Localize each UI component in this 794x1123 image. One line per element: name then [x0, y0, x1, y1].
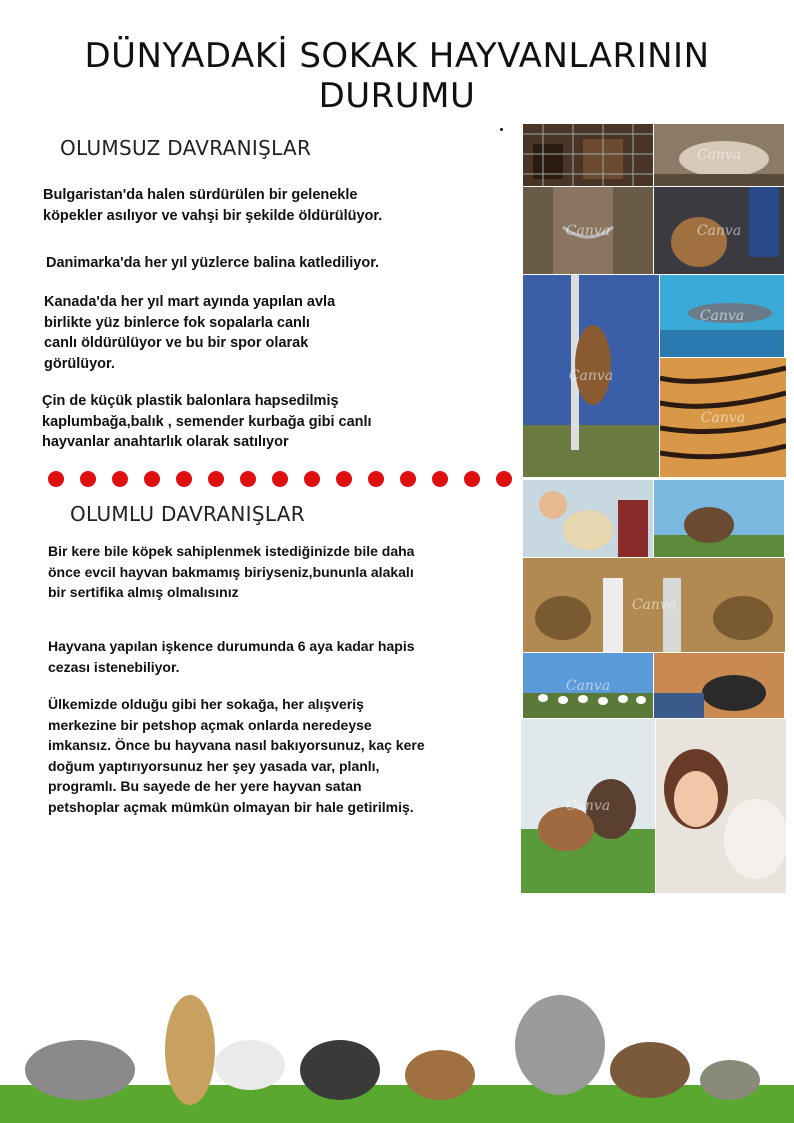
- canva-watermark: Canva: [565, 677, 611, 694]
- negative-paragraph-1: Bulgaristan'da halen sürdürülen bir gelenekle köpekler asılıyor ve vahşi bir şekilde öldürülüyor.: [43, 187, 383, 224]
- photo-donkey: [654, 480, 784, 557]
- positive-paragraph-3: Ülkemizde olduğu gibi her sokağa, her alışveriş merkezine bir petshop açmak onlarda neredeyse imkansız. Önce bu hayvana nasıl bakıyorsunuz, kaç kere doğum yaptırıyorsunuz her şey yasada var, planlı, programlı. Bu sayede de her yere hayvan satan petshoplar açmak mümkün olmayan bir hale getirilmiş.: [48, 696, 425, 815]
- photo-geese: [523, 653, 653, 718]
- negative-paragraph-4: Çin de küçük plastik balonlara hapsedilmiş kaplumbağa,balık , semender kurbağa gibi canlı hayvanlar anahtarlık olarak satılıyor: [42, 393, 372, 450]
- photo-shepherd-dog: [654, 187, 784, 274]
- photo-deer-children: [523, 558, 785, 652]
- canva-watermark: Canva: [700, 409, 746, 426]
- photo-dolphin: [660, 275, 784, 357]
- canva-watermark: Canva: [565, 222, 611, 239]
- photo-cat-hand: [654, 653, 784, 718]
- photo-tiger: [660, 358, 786, 477]
- stray-dot: [500, 128, 503, 131]
- positive-paragraph-1: Bir kere bile köpek sahiplenmek istediğinizde bile daha önce evcil hayvan bakmamış biriyseniz,bununla alakalı bir sertifika almış olmalısınız: [48, 543, 415, 600]
- photo-girl-puppy: [656, 719, 786, 893]
- negative-paragraph-3: Kanada'da her yıl mart ayında yapılan avla birlikte yüz binlerce fok sopalarla canlı canlı öldürülüyor ve bu bir spor olarak görülüyor.: [44, 294, 336, 372]
- negative-heading: OLUMSUZ DAVRANIŞLAR: [60, 136, 312, 160]
- canva-watermark-banner: Canva: [300, 990, 452, 1046]
- canva-watermark: Canva: [568, 368, 614, 384]
- red-dot-divider: [48, 471, 518, 489]
- photo-chained-dog: [523, 187, 653, 274]
- page-title: [0, 36, 794, 116]
- positive-paragraph-2: Hayvana yapılan işkence durumunda 6 aya kadar hapis cezası istenebiliyor.: [48, 638, 415, 675]
- photo-donkeys-field: [521, 719, 655, 893]
- photo-hanging-dog: [523, 275, 659, 477]
- title-line-1: DÜNYADAKİ SOKAK HAYVANLARININ: [84, 36, 710, 76]
- negative-paragraph-2: Danimarka'da her yıl yüzlerce balina katlediliyor.: [46, 255, 380, 271]
- canva-watermark: Canva: [696, 222, 742, 239]
- photo-caged-dogs: [523, 124, 653, 186]
- title-line-2: DURUMU: [318, 76, 476, 116]
- canva-watermark: Canva: [565, 798, 611, 814]
- photo-injured-animal: [654, 124, 784, 186]
- canva-watermark: Canva: [699, 308, 745, 324]
- canva-watermark: Canva: [696, 147, 742, 163]
- photo-family-dog: [523, 480, 653, 557]
- canva-watermark: Canva: [631, 597, 677, 613]
- positive-heading: OLUMLU DAVRANIŞLAR: [70, 502, 305, 526]
